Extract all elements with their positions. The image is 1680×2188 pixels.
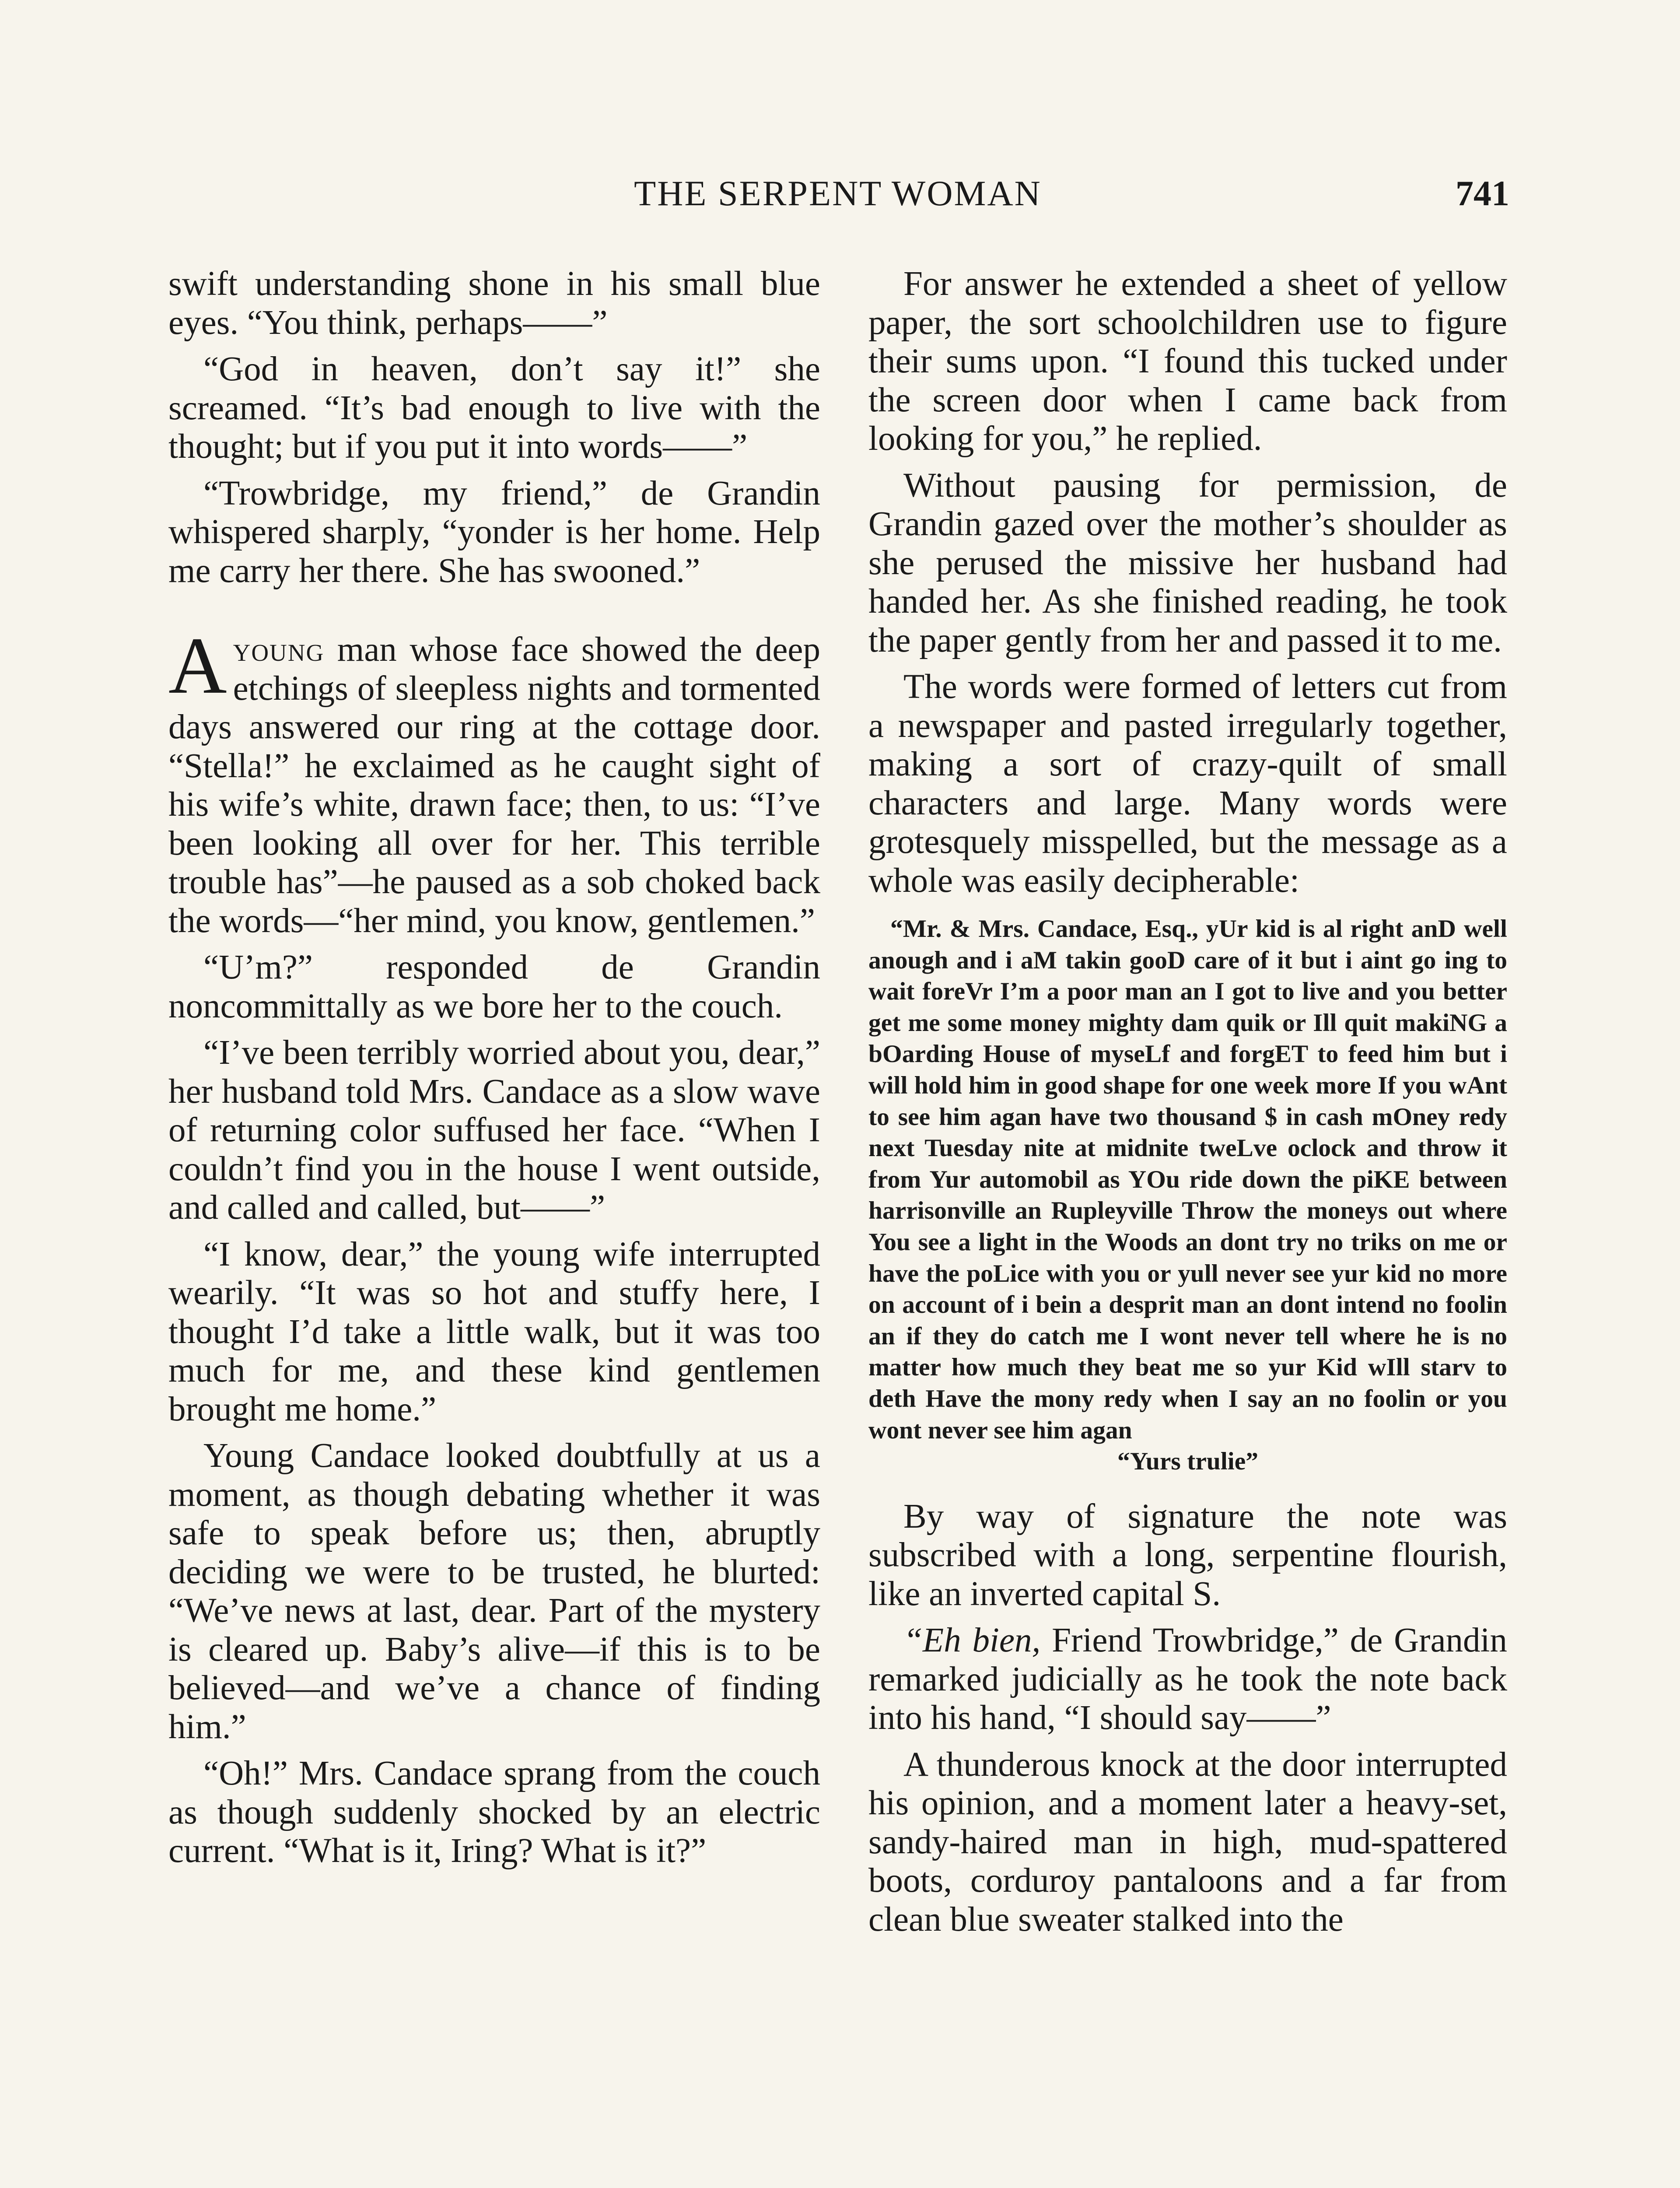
paragraph: “I’ve been terribly worried about you, dear,” her husband told Mrs. Candace as a slow wave of returning color suffused her face. “When I couldn’t find you in the house I went outside, and called and called, but——” <box>168 1034 820 1227</box>
paragraph: swift understanding shone in his small blue eyes. “You think, perhaps——” <box>168 265 820 342</box>
paragraph: Without pausing for permission, de Grandin gazed over the mother’s shoulder as she perused the missive her husband had handed her. As she finished reading, he took the paper gently from her and passed it to me. <box>868 466 1507 659</box>
paragraph-text: man whose face showed the deep etchings of sleepless nights and tormented days answered our ring at the cottage door. “Stella!” he exclaimed as he caught sight of his wife’s white, drawn face; then, to us: “I’ve been looking all over for her. This terrible trouble has”—he paused as a sob choked back the words—“her mind, you know, gentlemen.” <box>168 631 820 940</box>
paragraph: Young Candace looked doubtfully at us a moment, as though debating whether it was safe to speak before us; then, abruptly deciding we were to be trusted, he blurted: “We’ve news at last, dear. Part of the mystery is cleared up. Baby’s alive—if this is to be believed—and we’ve a chance of finding him.” <box>168 1437 820 1746</box>
section-opening-paragraph <box>168 621 820 940</box>
drop-cap: A <box>168 621 227 711</box>
paragraph: For answer he extended a sheet of yellow paper, the sort schoolchildren use to figure their sums upon. “I found this tucked under the screen door when I came back from looking for you,” he replied. <box>868 265 1507 458</box>
paragraph <box>868 1621 1507 1738</box>
paragraph: “Trowbridge, my friend,” de Grandin whispered sharply, “yonder is her home. Help me carry her there. She has swooned.” <box>168 474 820 590</box>
paragraph: By way of signature the note was subscribed with a long, serpentine flourish, like an inverted capital S. <box>868 1497 1507 1613</box>
paragraph-text: Friend Trowbridge,” de Grandin remarked judicially as he took the note back into his hand, “I should say——” <box>868 1621 1507 1737</box>
paragraph: “I know, dear,” the young wife interrupted wearily. “It was so hot and stuffy here, I thought I’d take a little walk, but it was too much for me, and these kind gentlemen brought me home.” <box>168 1235 820 1428</box>
paragraph: “Oh!” Mrs. Candace sprang from the couch as though suddenly shocked by an electric current. “What is it, Iring? What is it?” <box>168 1754 820 1870</box>
page-number: 741 <box>1456 173 1509 213</box>
paragraph: The words were formed of letters cut from a newspaper and pasted irregularly together, making a sort of crazy-quilt of small characters and large. Many words were grotesquely misspelled, but the message as a whole was easily decipherable: <box>868 668 1507 900</box>
ransom-note <box>868 913 1507 1477</box>
running-title: THE SERPENT WOMAN <box>634 173 1042 213</box>
italic-phrase: “Eh bien, <box>903 1621 1041 1660</box>
left-column <box>168 265 820 1879</box>
right-column <box>868 265 1507 1947</box>
ransom-note-signoff: “Yurs trulie” <box>1117 1448 1259 1476</box>
paragraph: “U’m?” responded de Grandin noncommittally as we bore her to the couch. <box>168 948 820 1025</box>
paragraph: “God in heaven, don’t say it!” she screamed. “It’s bad enough to live with the thought; but if you put it into words——” <box>168 350 820 466</box>
paragraph: A thunderous knock at the door interrupted his opinion, and a moment later a heavy-set, sandy-haired man in high, mud-spattered boots, corduroy pantaloons and a far from clean blue sweater stalked into the <box>868 1745 1507 1939</box>
running-head <box>166 173 1509 221</box>
small-caps-lead: young <box>233 631 325 669</box>
ransom-note-text: “Mr. & Mrs. Candace, Esq., yUr kid is al right anD well anough and i aM takin gooD care of it but i aint go ing to wait foreVr I’m a poor man an I got to live and you better get me some money mighty dam quik or Ill quit makiNG a bOarding House of myseLf and forgET to feed him but i will hold him in good shape for one week more If you wAnt to see him agan have two thousand $ in cash mOney redy next Tuesday nite at midnite tweLve oclock and throw it from Yur automobil as YOu ride down the piKE between harrisonville an Rupleyville Throw the moneys out where You see a light in the Woods an dont try no triks on me or have the poLice with you or yull never see yur kid no more on account of i bein a desprit man an dont intend no foolin an if they do catch me I wont never tell where he is no matter how much they beat me so yur Kid wIll starv to deth Have the mony redy when I say an no foolin or you wont never see him agan <box>868 915 1507 1444</box>
